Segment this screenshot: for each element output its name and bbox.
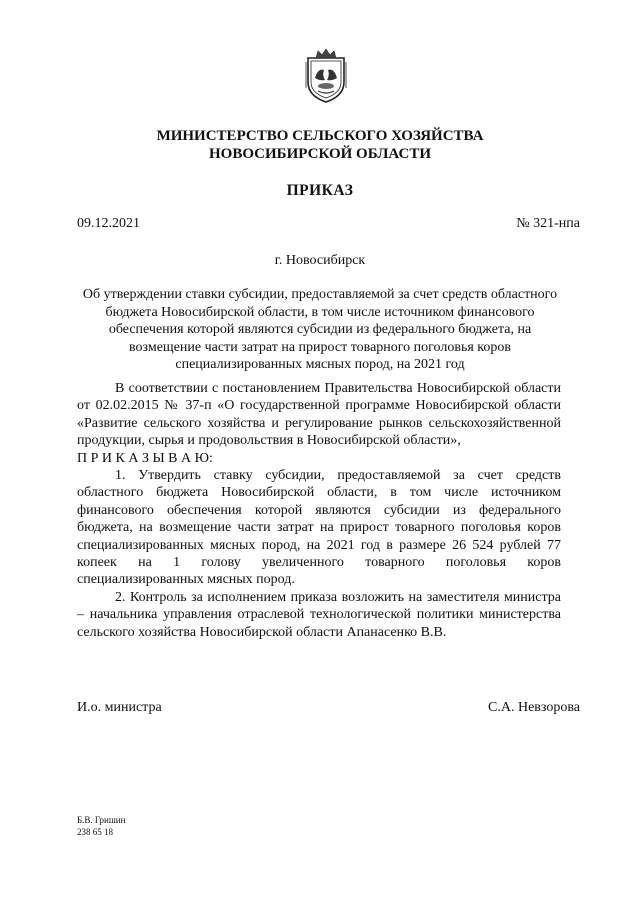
order-item-1: 1. Утвердить ставку субсидии, предоставляемой за счет средств областного бюджета Новосибирской области, в том числе источником финансового обеспечения которой являются субсидии из федерального бюджета, на возмещение части затрат на прирост товарного поголовья коров специализированных мясных пород, на 2021 год в размере 26 524 рублей 77 копеек на 1 голову увеличенного товарного поголовья коров специализированных мясных пород. [77, 468, 561, 588]
executor-name: Б.В. Гришин [77, 815, 126, 825]
ministry-line-2: НОВОСИБИРСКОЙ ОБЛАСТИ [208, 146, 432, 162]
executor-info [77, 814, 125, 838]
document-date: 09.12.2021 [77, 216, 140, 231]
signatory-role: И.о. министра [77, 700, 162, 715]
signatory-name: С.А. Невзорова [488, 700, 580, 715]
document-subject: Об утверждении ставки субсидии, предоставляемой за счет средств областного бюджета Новосибирской области, в том числе источником финансового обеспечения которой являются субсидии из федерального бюджета, на возмещение части затрат на прирост товарного поголовья коров специализированных мясных пород, на 2021 год [82, 287, 558, 372]
document-type-title: ПРИКАЗ [286, 182, 354, 199]
ministry-heading [0, 127, 640, 163]
executor-phone: 238 65 18 [77, 827, 113, 837]
document-number: № 321-нпа [516, 216, 580, 231]
document-body [77, 380, 561, 641]
preamble-paragraph: В соответствии с постановлением Правительства Новосибирской области от 02.02.2015 № 37-п «О государственной программе Новосибирской области «Развитие сельского хозяйства и регулирование рынков сельскохозяйственной продукции, сырья и продовольствия в Новосибирской области», [77, 381, 561, 449]
document-city: г. Новосибирск [274, 253, 366, 268]
order-word: П Р И К А З Ы В А Ю: [77, 450, 213, 466]
ministry-line-1: МИНИСТЕРСТВО СЕЛЬСКОГО ХОЗЯЙСТВА [156, 128, 484, 144]
order-item-2: 2. Контроль за исполнением приказа возложить на заместителя министра – начальника управления отраслевой технологической политики министерства сельского хозяйства Новосибирской области Апанасенко В.В. [77, 589, 561, 640]
coat-of-arms-icon [302, 48, 350, 104]
